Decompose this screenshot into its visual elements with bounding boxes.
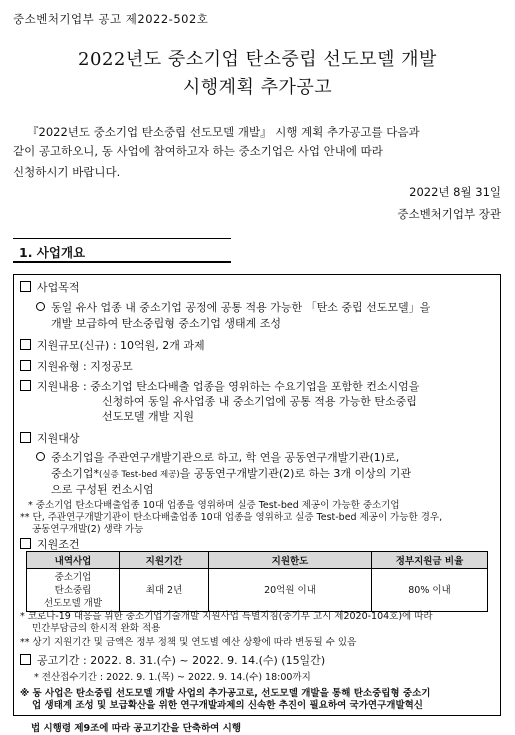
- purpose-label: 사업목적: [37, 281, 80, 294]
- note-2-line-1: ** 단, 주관연구개발기관이 탄소다배출업종 10대 업종을 영위하고 실증 Test-bed 제공이 가능한 경우,: [20, 512, 443, 523]
- section-1-title: 1. 사업개요: [19, 245, 86, 260]
- square-bullet-icon: [20, 538, 31, 549]
- purpose-text-1: 동일 유사 업종 내 중소기업 공정에 공통 적용 가능한 「탄소 중립 선도모델」을: [51, 301, 431, 314]
- table-note-1-line-1: * 코로나-19 대응을 위한 중소기업기술개발 지원사업 특별지침(중기부 고시 제2020-104호)에 따라: [20, 611, 433, 622]
- title-line-2: 시행계획 추가공고: [182, 77, 333, 98]
- program-line-1: 중소기업: [54, 571, 92, 583]
- circle-bullet-icon: [36, 302, 45, 311]
- purpose-line-1: [36, 299, 430, 315]
- scale-text: 지원규모(신규) : 10억원, 2개 과제: [37, 339, 205, 352]
- table-note-1-line-2: 민간부담금의 한시적 완화 적용: [32, 623, 161, 634]
- square-bullet-icon: [20, 360, 31, 371]
- period-row: [20, 652, 325, 668]
- table-note-2: ** 상기 지원기간 및 금액은 정부 정책 및 연도별 예산 상황에 따라 변동될 수 있음: [20, 637, 357, 648]
- overview-box: [13, 274, 501, 716]
- issuer: 중소벤처기업부 장관: [397, 207, 501, 221]
- table-header: 지원기간: [120, 552, 209, 569]
- period-text: 공고기간 : 2022. 8. 31.(수) ~ 2022. 9. 14.(수) (15일간): [37, 654, 326, 667]
- final-note-line-3: 법 시행령 제9조에 따라 공고기간을 단축하여 시행: [31, 723, 241, 734]
- content-line-3: 선도모델 개발 지원: [102, 410, 195, 423]
- target-text-1: 중소기업을 주관연구개발기관으로 하고, 학 연을 공동연구개발기관(1)로,: [51, 451, 400, 464]
- conditions-table: [26, 551, 488, 612]
- square-bullet-icon: [20, 380, 31, 391]
- purpose-heading: [20, 279, 80, 295]
- intro-line-2: 같이 공고하오니, 동 사업에 참여하고자 하는 중소기업은 사업 안내에 따라: [13, 144, 383, 158]
- circle-bullet-icon: [36, 452, 45, 461]
- final-note-line-1: ※ 동 사업은 탄소중립 선도모델 개발 사업의 추가공고로, 선도모델 개발을 통해 탄소중립형 중소기: [20, 688, 431, 699]
- target-heading: [20, 430, 80, 446]
- notice-number: 중소벤처기업부 공고 제2022-502호: [13, 12, 209, 26]
- square-bullet-icon: [20, 654, 31, 665]
- type-row: [20, 358, 133, 374]
- note-1: * 중소기업 탄소다배출업종 10대 업종을 영위하며 실증 Test-bed 제공이 가능한 중소기업: [28, 500, 400, 511]
- table-cell-period: 최대 2년: [120, 569, 209, 612]
- square-bullet-icon: [20, 432, 31, 443]
- scale-row: [20, 337, 205, 353]
- target-text-2c: 을 공동연구개발기관(2)로 하는 3개 이상의 기관: [179, 467, 412, 480]
- content-line-2: 신청하여 동일 유사업종 내 중소기업에 공통 적용 가능한 탄소중립: [102, 395, 417, 408]
- content-text-1: 지원내용 : 중소기업 탄소다배출 업종을 영위하는 수요기업을 포함한 컨소시엄을: [37, 380, 420, 393]
- target-label: 지원대상: [37, 432, 80, 445]
- square-bullet-icon: [20, 339, 31, 350]
- target-line-1: [36, 449, 399, 465]
- conditions-label: 지원조건: [37, 538, 80, 551]
- note-2-line-2: 공동연구개발(2) 생략 가능: [32, 524, 144, 535]
- table-cell-ratio: 80% 이내: [372, 569, 488, 612]
- target-line-3: 으로 구성된 컨소시엄: [51, 483, 154, 496]
- type-text: 지원유형 : 지정공모: [37, 360, 133, 373]
- table-row: [27, 569, 488, 612]
- title-line-1: 2022년도 중소기업 탄소중립 선도모델 개발: [78, 49, 437, 70]
- section-1-header: [13, 239, 231, 263]
- notice-date: 2022년 8월 31일: [409, 185, 501, 199]
- program-line-2: 탄소중립: [54, 584, 92, 596]
- target-text-2a: 중소기업*: [51, 467, 100, 480]
- online-period: * 전산접수기간 : 2022. 9. 1.(목) ~ 2022. 9. 14.(수) 18:00까지: [34, 672, 311, 683]
- table-header: 정부지원금 비율: [372, 552, 488, 569]
- target-text-2b: (실증 Test-bed 제공): [99, 470, 180, 480]
- final-note-line-2: 업 생태계 조성 및 보급확산을 위한 연구개발과제의 신속한 추진이 필요하여 국가연구개발혁신: [32, 700, 423, 711]
- table-header: 지원한도: [209, 552, 372, 569]
- content-row: [20, 378, 419, 394]
- purpose-line-2: 개발 보급하여 탄소중립형 중소기업 생태계 조성: [51, 317, 282, 330]
- intro-line-3: 신청하시기 바랍니다.: [13, 165, 121, 179]
- intro-line-1: 『2022년도 중소기업 탄소중립 선도모델 개발』 시행 계획 추가공고를 다음과: [27, 125, 420, 139]
- program-line-3: 선도모델 개발: [43, 597, 103, 609]
- table-cell-limit: 20억원 이내: [209, 569, 372, 612]
- table-cell-program: [27, 569, 120, 612]
- square-bullet-icon: [20, 281, 31, 292]
- conditions-heading: [20, 536, 80, 552]
- table-header: 내역사업: [27, 552, 120, 569]
- target-line-2: [51, 465, 411, 481]
- table-header-row: [27, 552, 488, 569]
